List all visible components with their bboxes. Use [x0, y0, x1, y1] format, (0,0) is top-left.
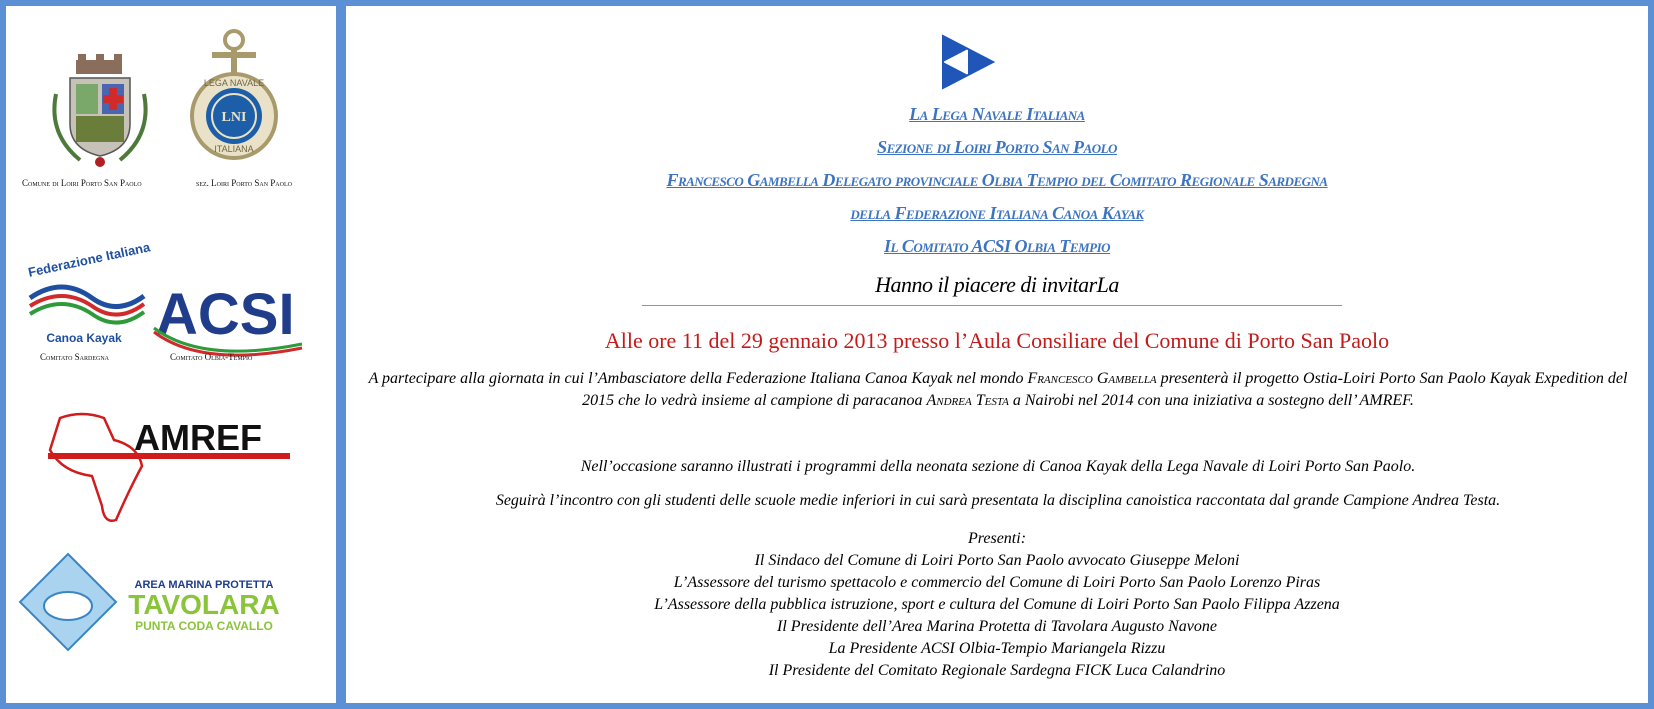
svg-text:LNI: LNI — [221, 110, 247, 125]
tavolara-logo-icon — [18, 552, 318, 662]
paragraph-1: A partecipare alla giornata in cui l’Ambasciatore della Federazione Italiana Canoa Kayak nel mondo Francesco Gambella presenterà il progetto Ostia-Loiri Porto San Paolo Kayak Expedition del 2015 che lo vedrà insieme al campione di paracanoa Andrea Testa a Nairobi nel 2014 con una iniziativa a sostegno dell’ AMREF. — [368, 370, 1628, 409]
presenti-item: Il Sindaco del Comune di Loiri Porto San Paolo avvocato Giuseppe Meloni — [754, 552, 1240, 569]
paragraph-3: Seguirà l’incontro con gli studenti delle scuole medie inferiori in cui sarà presentata la disciplina canoistica raccontata dal grande Campione Andrea Testa. — [495, 492, 1501, 509]
header-line-4: della Federazione Italiana Canoa Kayak — [850, 203, 1144, 223]
svg-text:AMREF: AMREF — [134, 417, 262, 458]
invite-line: Hanno il piacere di invitarLa — [875, 272, 1119, 297]
presenti-title: Presenti: — [967, 530, 1027, 547]
svg-text:LEGA NAVALE: LEGA NAVALE — [203, 78, 265, 88]
date-line: Alle ore 11 del 29 gennaio 2013 presso l’Aula Consiliare del Comune di Porto San Paolo — [604, 328, 1390, 353]
burgee-flag-icon — [941, 34, 995, 90]
caption-fick: Comitato Sardegna — [40, 352, 109, 362]
presenti-item: L’Assessore del turismo spettacolo e commercio del Comune di Loiri Porto San Paolo Lorenzo Piras — [673, 574, 1321, 591]
paragraph-2: Nell’occasione saranno illustrati i programmi della neonata sezione di Canoa Kayak della Lega Navale di Loiri Porto San Paolo. — [580, 458, 1416, 475]
header-line-3: Francesco Gambella Delegato provinciale Olbia Tempio del Comitato Regionale Sardegna — [666, 170, 1328, 190]
name-andrea-testa: Andrea Testa — [926, 392, 1009, 409]
lega-navale-badge-icon — [184, 24, 284, 174]
fick-logo-icon — [22, 238, 152, 348]
svg-text:Federazione Italiana: Federazione Italiana — [26, 239, 152, 280]
svg-text:TAVOLARA: TAVOLARA — [128, 589, 280, 620]
name-francesco-gambella: Francesco Gambella — [1027, 370, 1157, 387]
comune-crest-icon — [46, 54, 156, 174]
presenti-list — [346, 528, 1648, 682]
caption-lega-navale: sez. Loiri Porto San Paolo — [196, 178, 292, 188]
svg-text:ACSI: ACSI — [156, 282, 295, 347]
amref-logo-icon — [42, 410, 292, 528]
logo-panel — [6, 6, 336, 703]
header-line-2: Sezione di Loiri Porto San Paolo — [877, 137, 1117, 157]
svg-text:Canoa Kayak: Canoa Kayak — [46, 331, 122, 345]
svg-text:AREA MARINA PROTETTA: AREA MARINA PROTETTA — [134, 579, 274, 591]
svg-text:ITALIANA: ITALIANA — [214, 144, 254, 154]
presenti-item: Il Presidente del Comitato Regionale Sardegna FICK Luca Calandrino — [768, 662, 1226, 679]
header-line-5: Il Comitato ACSI Olbia Tempio — [883, 236, 1111, 256]
svg-text:PUNTA CODA CAVALLO: PUNTA CODA CAVALLO — [135, 619, 273, 633]
caption-comune: Comune di Loiri Porto San Paolo — [22, 178, 142, 188]
invitation-panel — [346, 6, 1648, 703]
presenti-item: Il Presidente dell’Area Marina Protetta di Tavolara Augusto Navone — [777, 618, 1217, 635]
presenti-item: L’Assessore della pubblica istruzione, sport e cultura del Comune di Loiri Porto San Paolo Filippa Azzena — [654, 596, 1340, 613]
divider — [642, 305, 1342, 306]
acsi-logo-icon — [152, 278, 312, 358]
caption-acsi: Comitato Olbia-Tempio — [170, 352, 253, 362]
presenti-item: La Presidente ACSI Olbia-Tempio Mariangela Rizzu — [828, 640, 1166, 657]
header-line-1: La Lega Navale Italiana — [909, 104, 1085, 124]
